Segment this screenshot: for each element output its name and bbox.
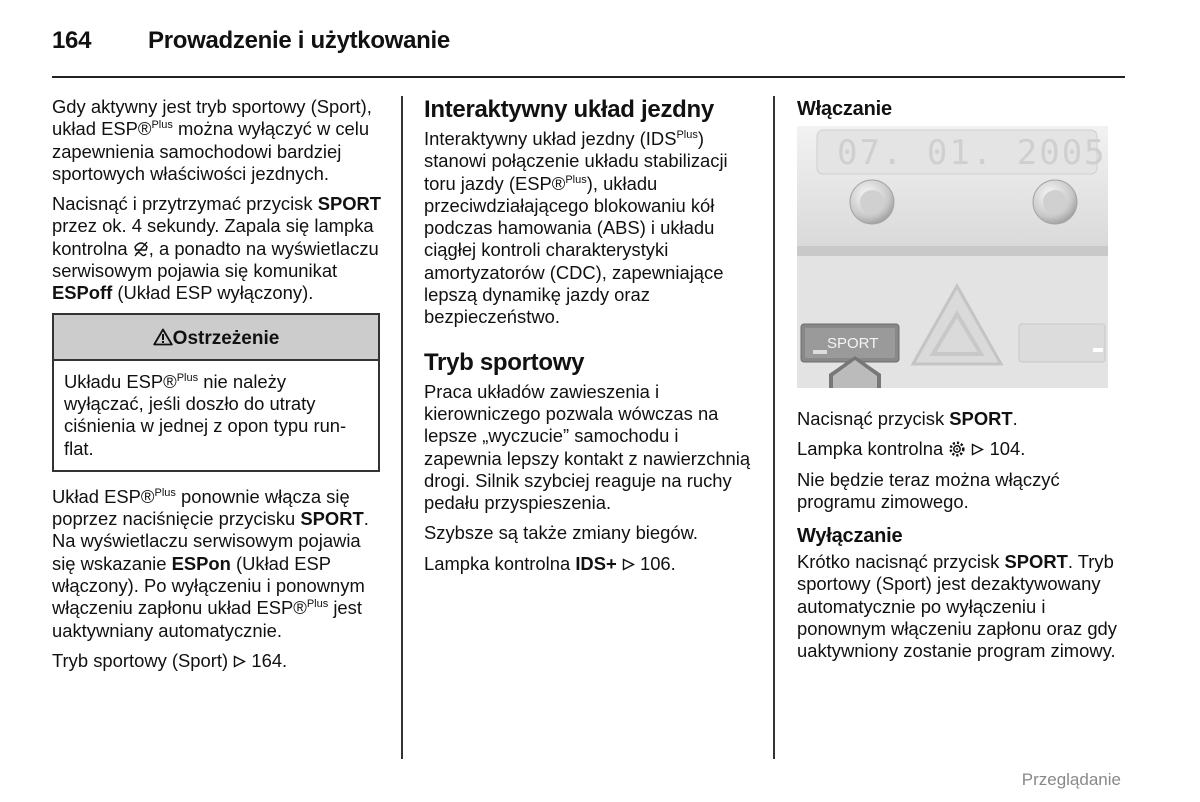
- page-reference-link[interactable]: 106: [639, 552, 671, 574]
- warning-box: [52, 313, 380, 472]
- paragraph: Szybsze są także zmiany biegów.: [424, 522, 698, 544]
- warning-title: Ostrzeżenie: [172, 327, 280, 349]
- paragraph: Interaktywny układ jezdny $(IDS^{Plus})$ stanowi połączenie układu stabilizacji toru jazdy (ESP®$^{Plus}$), układu przeciwdziałającego blokowaniu kół podczas hamowania (ABS) i układu ciągłej kontroli charakterystyki amortyzatorów (CDC), zapewniające lepszą dynamikę jazdy oraz bezpieczeństwo.: [424, 128, 728, 328]
- paragraph: Praca układów zawieszenia i kierowniczego pozwala wówczas na lepsze „wyczucie” samochodu i zapewnia lepszy kontakt z nawierzchnią drogi. Silnik szybciej reaguje na ruchy pedału przyspieszenia.: [424, 380, 751, 514]
- header-rule: [52, 76, 1125, 78]
- paragraph: Nacisnąć i przytrzymać przycisk SPORT przez ok. 4 sekundy. Zapala się lampka kontrolna , a ponadto na wyświetlaczu serwisowym pojawia się komunikat ESPoff (Układ ESP wyłączony).: [52, 193, 382, 304]
- section-heading: Włączanie: [797, 98, 892, 120]
- page-reference-icon: [971, 443, 984, 456]
- sport-mode-gear-icon: [948, 440, 966, 458]
- column-3: [797, 96, 1127, 671]
- display-date: 07. 01. 2005: [837, 133, 1107, 173]
- paragraph: Układ ESP®$^{Plus}$ ponownie włącza się poprzez naciśnięcie przycisku SPORT. Na wyświetlaczu serwisowym pojawia się wskazanie ESPon (Układ ESP włączony). Po wyłączeniu i ponownym włączeniu zapłonu układ ESP®$^{Plus}$ jest uaktywniany automatycznie.: [52, 485, 369, 641]
- page-reference-icon: [622, 558, 635, 571]
- column-divider: [773, 96, 775, 759]
- section-heading: Tryb sportowy: [424, 348, 585, 376]
- warning-header: [54, 315, 378, 361]
- column-1: [52, 96, 382, 680]
- page-reference-link[interactable]: 164: [251, 649, 283, 671]
- paragraph: Nacisnąć przycisk SPORT.: [797, 408, 1018, 429]
- esp-off-warning-icon: [133, 240, 149, 257]
- photo-sport-button-label: SPORT: [827, 335, 879, 352]
- paragraph: Nie będzie teraz można włączyć programu zimowego.: [797, 468, 1060, 512]
- page-header: [52, 27, 450, 55]
- paragraph: Lampka kontrolna IDS+ 106.: [424, 552, 676, 574]
- sport-button-photo: [797, 126, 1108, 388]
- warning-triangle-icon: [153, 328, 173, 346]
- paragraph: Gdy aktywny jest tryb sportowy (Sport), układ ESP®$^{Plus}$ można wyłączyć w celu zapewnienia samochodowi bardziej sportowych właściwości jezdnych.: [52, 96, 372, 184]
- page-reference-link[interactable]: 104: [989, 438, 1021, 460]
- warning-body: Układu ESP®$^{Plus}$ nie należy wyłączać, jeśli doszło do utraty ciśnienia w jednej z opon typu run-flat.: [64, 370, 347, 459]
- section-heading: Interaktywny układ jezdny: [424, 96, 714, 123]
- column-2: [424, 96, 759, 583]
- page-reference-icon: [233, 655, 246, 668]
- page-title: Prowadzenie i użytkowanie: [148, 27, 450, 54]
- column-divider: [401, 96, 403, 759]
- page-number: 164: [52, 27, 92, 54]
- browse-link[interactable]: Przeglądanie: [1021, 770, 1121, 789]
- paragraph: Lampka kontrolna 104.: [797, 438, 1026, 460]
- paragraph: Tryb sportowy (Sport) 164.: [52, 649, 288, 671]
- paragraph: Krótko nacisnąć przycisk SPORT. Tryb sportowy (Sport) jest dezaktywowany automatycznie po wyłączeniu i ponownym włączeniu zapłonu oraz gdy uaktywniony zostanie program zimowy.: [797, 551, 1117, 662]
- section-heading: Wyłączanie: [797, 525, 903, 548]
